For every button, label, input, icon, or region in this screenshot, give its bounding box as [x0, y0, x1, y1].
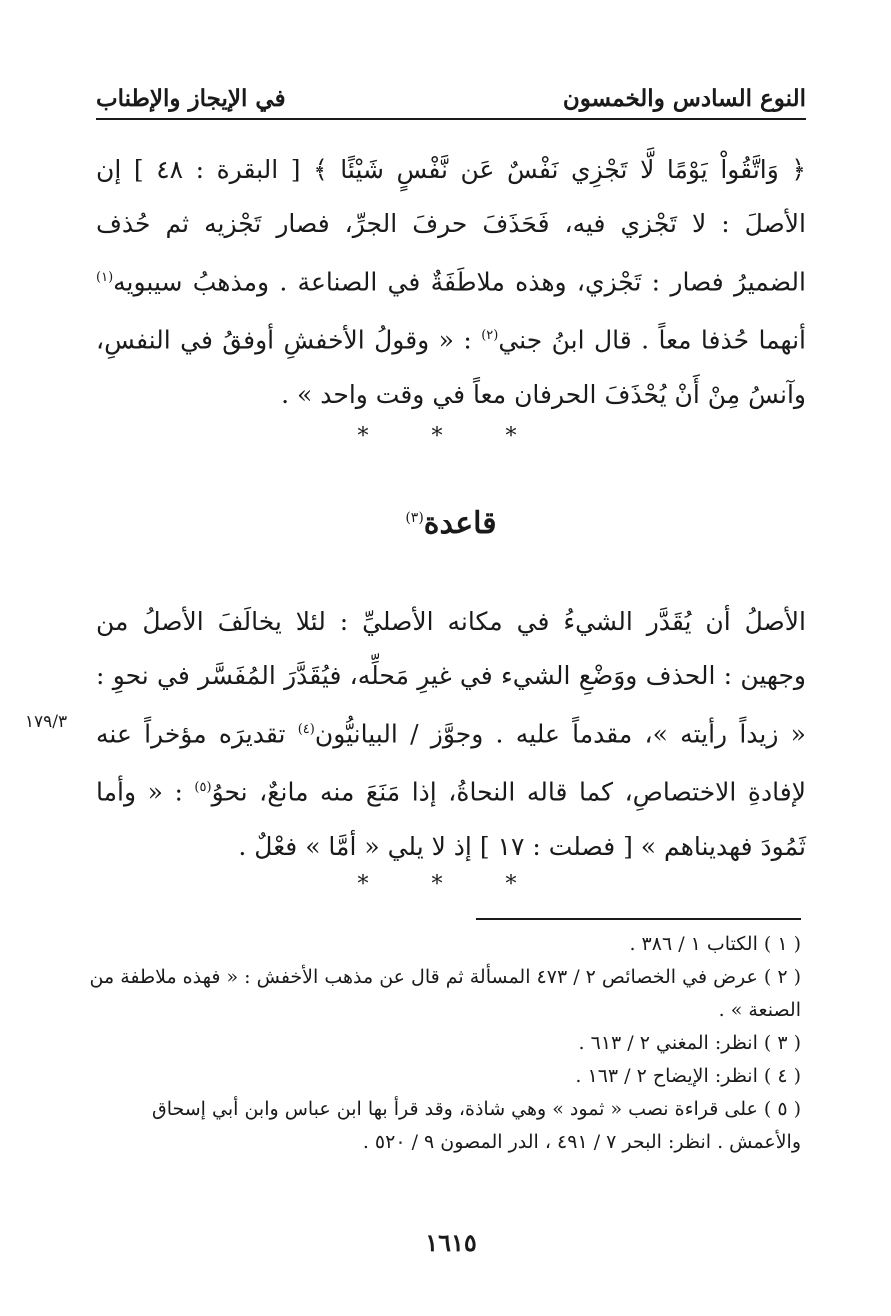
paragraph-1: [96, 143, 806, 422]
footnote-ref: (٤): [297, 722, 315, 737]
footnote-rule: [476, 918, 801, 920]
footnote-text: انظر: الإيضاح ٢ / ١٦٣ .: [575, 1065, 758, 1087]
paragraph-text: إن الأصلَ : لا تَجْزي فيه، فَحَذَفَ حرفَ الجرِّ، فصار تَجْزيه ثم حُذف الضميرُ فصار : تَجْزي، وهذه ملاطَفَةٌ في الصناعة . ومذهبُ سيبويه: [96, 155, 806, 297]
running-head: [96, 72, 806, 112]
header-rule: [96, 118, 806, 120]
footnote: [86, 961, 801, 1027]
footnote-ref: (٢): [481, 328, 499, 344]
paragraph-2: [96, 595, 806, 874]
footnote: [86, 1093, 801, 1159]
section-separator: * * *: [357, 872, 545, 897]
footnote: [86, 1060, 801, 1093]
footnote-number: ( ٤ ): [763, 1065, 801, 1087]
section-title: في الإيجاز والإطناب: [96, 85, 286, 112]
quran-verse: ﴿ وَاتَّقُواْ يَوْمًا لَّا تَجْزِي نَفْسٌ عَن نَّفْسٍ شَيْئًا ﴾: [313, 155, 807, 184]
page-number: ١٦١٥: [425, 1228, 477, 1257]
section-separator: * * *: [357, 424, 545, 449]
paragraph-text: : « وأما ثَمُودَ فهديناهم » [ فصلت : ١٧ ] إذ لا يلي « أمَّا » فعْلٌ .: [96, 777, 806, 861]
footnote-number: ( ١ ): [763, 933, 801, 955]
paragraph-text: : « وقولُ الأخفشِ أوفقُ في النفسِ، وآنسُ مِنْ أَنْ يُحْذَفَ الحرفان معاً في وقت واحد » .: [96, 325, 806, 409]
footnote-text: على قراءة نصب « ثمود » وهي شاذة، وقد قرأ بها ابن عباس وابن أبي إسحاق والأعمش . انظر: البحر ٧ / ٤٩١ ، الدر المصون ٩ / ٥٢٠ .: [151, 1098, 801, 1153]
footnotes: [86, 928, 801, 1159]
paragraph-text: تقديرَه مؤخراً عنه لإفادةِ الاختصاصِ، كما قاله النحاةُ، إذا مَنَعَ منه مانعٌ، نحوُ: [96, 719, 806, 807]
footnote-text: عرض في الخصائص ٢ / ٤٧٣ المسألة ثم قال عن مذهب الأخفش : « فهذه ملاطفة من الصنعة » .: [89, 966, 801, 1021]
paragraph-text: أنهما حُذفا معاً . قال ابنُ جني: [498, 325, 806, 355]
footnote: [86, 1027, 801, 1060]
footnote-ref: (٥): [194, 780, 212, 796]
paragraph-text: الأصلُ أن يُقَدَّر الشيءُ في مكانه الأصليِّ : لئلا يخالَفَ الأصلُ من وجهين : الحذف ووَضْعِ الشيء في غيرِ مَحلِّه، فيُقَدَّرَ المُفَسَّر في نحوِ : « زيداً رأيته »، مقدماً عليه . وجوَّز / البيانيُّون: [96, 607, 806, 749]
footnote-ref: (١): [96, 270, 114, 285]
section-heading: [96, 506, 806, 541]
footnote-text: الكتاب ١ / ٣٨٦ .: [629, 933, 758, 955]
footnote-number: ( ٣ ): [763, 1032, 801, 1054]
margin-page-reference: ١٧٩/٣: [24, 712, 68, 732]
footnote-number: ( ٢ ): [763, 966, 801, 988]
chapter-title: النوع السادس والخمسون: [562, 85, 806, 112]
heading-title: قاعدة: [423, 506, 497, 541]
footnote-number: ( ٥ ): [763, 1098, 801, 1120]
footnote-text: انظر: المغني ٢ / ٦١٣ .: [578, 1032, 758, 1054]
footnote: [86, 928, 801, 961]
footnote-ref: (٣): [405, 510, 424, 526]
verse-citation: [ البقرة : ٤٨ ]: [133, 155, 301, 184]
